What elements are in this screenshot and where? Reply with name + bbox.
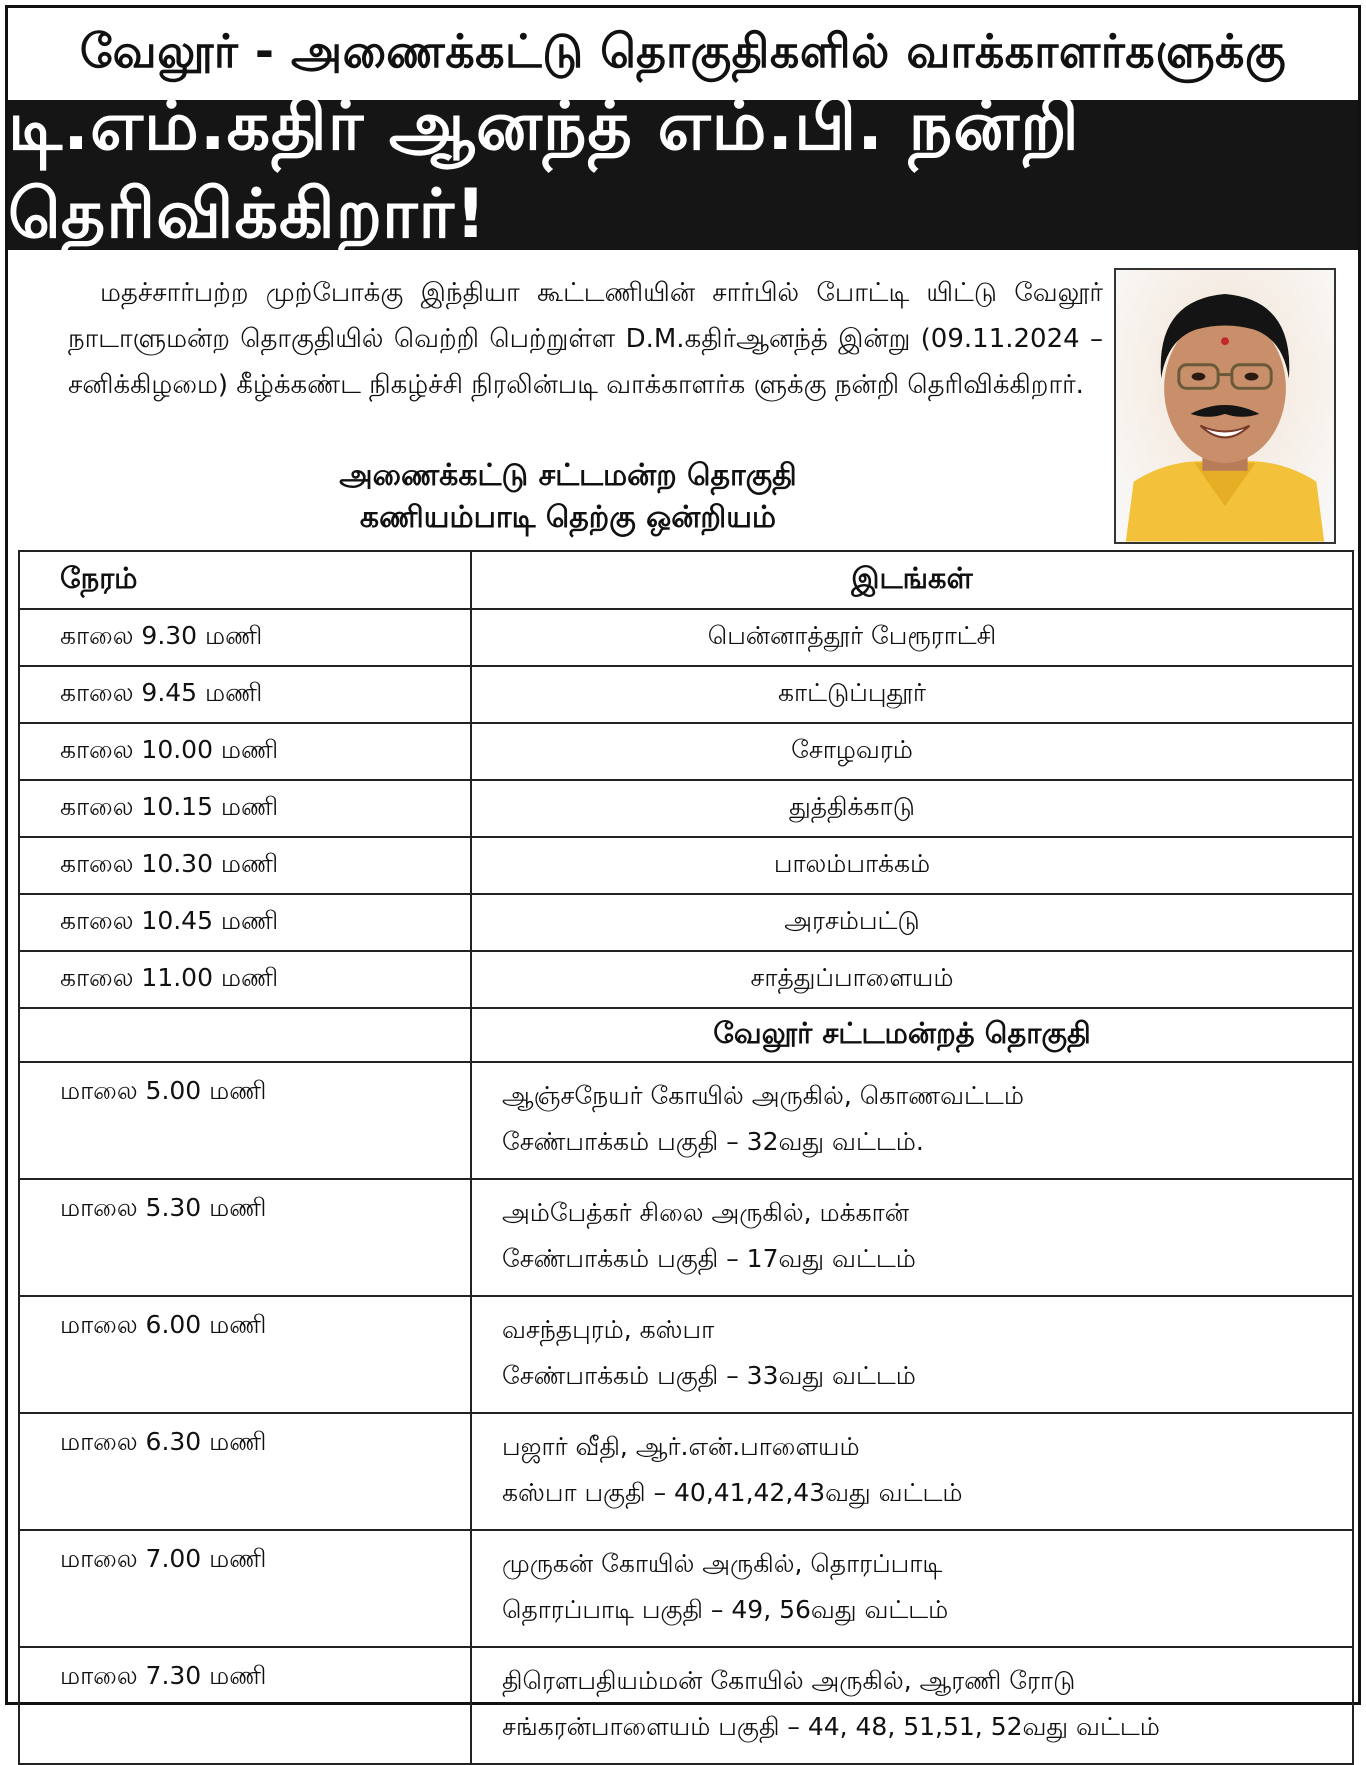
table-row [19, 1530, 1353, 1647]
row-place: பென்னாத்தூர் பேரூராட்சி [471, 609, 1353, 666]
place-line-1: பஜார் வீதி, ஆர்.என்.பாளையம் [502, 1432, 860, 1461]
table-row [19, 723, 1353, 780]
header-time: நேரம் [19, 551, 471, 609]
row-time: காலை 9.30 மணி [19, 609, 471, 666]
section-heading-union: கணியம்பாடி தெற்கு ஒன்றியம் [359, 500, 777, 535]
place-line-2: தொரப்பாடி பகுதி – 49, 56வது வட்டம் [502, 1595, 949, 1624]
table-row [19, 894, 1353, 951]
row-place: சோழவரம் [471, 723, 1353, 780]
row-place [471, 1296, 1353, 1413]
table-row [19, 1179, 1353, 1296]
schedule-table [18, 550, 1354, 1765]
place-line-2: சேண்பாக்கம் பகுதி – 17வது வட்டம் [502, 1244, 916, 1273]
row-time: மாலை 6.30 மணி [19, 1413, 471, 1530]
row-time: மாலை 5.00 மணி [19, 1062, 471, 1179]
table-row [19, 1062, 1353, 1179]
place-line-1: திரௌபதியம்மன் கோயில் அருகில், ஆரணி ரோடு [502, 1666, 1076, 1695]
row-place [471, 1647, 1353, 1764]
row-time: மாலை 7.00 மணி [19, 1530, 471, 1647]
section-title-vellore: வேலூர் சட்டமன்றத் தொகுதி [471, 1008, 1353, 1062]
row-place [471, 1062, 1353, 1179]
row-place: சாத்துப்பாளையம் [471, 951, 1353, 1008]
table-row [19, 1296, 1353, 1413]
header-place: இடங்கள் [471, 551, 1353, 609]
headline-banner: டி.எம்.கதிர் ஆனந்த் எம்.பி. நன்றி தெரிவிக்கிறார்! [8, 100, 1358, 250]
row-place [471, 1179, 1353, 1296]
table-row [19, 1413, 1353, 1530]
row-time: மாலை 7.30 மணி [19, 1647, 471, 1764]
section-heading-constituency: அணைக்கட்டு சட்டமன்ற தொகுதி [339, 458, 797, 493]
intro-paragraph: மதச்சார்பற்ற முற்போக்கு இந்தியா கூட்டணியின் சார்பில் போட்டி யிட்டு வேலூர் நாடாளுமன்ற தொகுதியில் வெற்றி பெற்றுள்ள D.M.கதிர்ஆனந்த் இன்று (09.11.2024 – சனிக்கிழமை) கீழ்க்கண்ட நிகழ்ச்சி நிரலின்படி வாக்காளர்க ளுக்கு நன்றி தெரிவிக்கிறார். [68, 278, 1103, 400]
row-time: காலை 10.45 மணி [19, 894, 471, 951]
place-line-2: சேண்பாக்கம் பகுதி – 32வது வட்டம். [502, 1127, 924, 1156]
table-header-row [19, 551, 1353, 609]
place-line-1: ஆஞ்சநேயர் கோயில் அருகில், கொணவட்டம் [502, 1081, 1024, 1110]
row-time: காலை 10.15 மணி [19, 780, 471, 837]
table-row [19, 951, 1353, 1008]
row-time: காலை 10.00 மணி [19, 723, 471, 780]
row-time: காலை 11.00 மணி [19, 951, 471, 1008]
table-row [19, 1647, 1353, 1764]
table-row [19, 837, 1353, 894]
top-title: வேலூர் - அணைக்கட்டு தொகுதிகளில் வாக்காளர்களுக்கு [79, 23, 1287, 78]
row-time: காலை 10.30 மணி [19, 837, 471, 894]
row-place [471, 1413, 1353, 1530]
place-line-1: முருகன் கோயில் அருகில், தொரப்பாடி [502, 1549, 943, 1578]
place-line-2: சங்கரன்பாளையம் பகுதி – 44, 48, 51,51, 52வது வட்டம் [502, 1712, 1160, 1741]
row-time: மாலை 6.00 மணி [19, 1296, 471, 1413]
mp-portrait-photo [1114, 268, 1336, 544]
place-line-2: சேண்பாக்கம் பகுதி – 33வது வட்டம் [502, 1361, 916, 1390]
table-row [19, 609, 1353, 666]
row-place: அரசம்பட்டு [471, 894, 1353, 951]
table-row [19, 780, 1353, 837]
notice-page [5, 5, 1361, 1741]
place-line-1: வசந்தபுரம், கஸ்பா [502, 1315, 715, 1344]
section-row [19, 1008, 1353, 1062]
row-time: மாலை 5.30 மணி [19, 1179, 471, 1296]
row-place: காட்டுப்புதூர் [471, 666, 1353, 723]
portrait-illustration [1116, 270, 1334, 542]
row-place: துத்திக்காடு [471, 780, 1353, 837]
intro-section [8, 250, 1358, 550]
section-row-empty [19, 1008, 471, 1062]
table-row [19, 666, 1353, 723]
row-time: காலை 9.45 மணி [19, 666, 471, 723]
row-place: பாலம்பாக்கம் [471, 837, 1353, 894]
place-line-2: கஸ்பா பகுதி – 40,41,42,43வது வட்டம் [502, 1478, 963, 1507]
place-line-1: அம்பேத்கர் சிலை அருகில், மக்கான் [502, 1198, 909, 1227]
row-place [471, 1530, 1353, 1647]
